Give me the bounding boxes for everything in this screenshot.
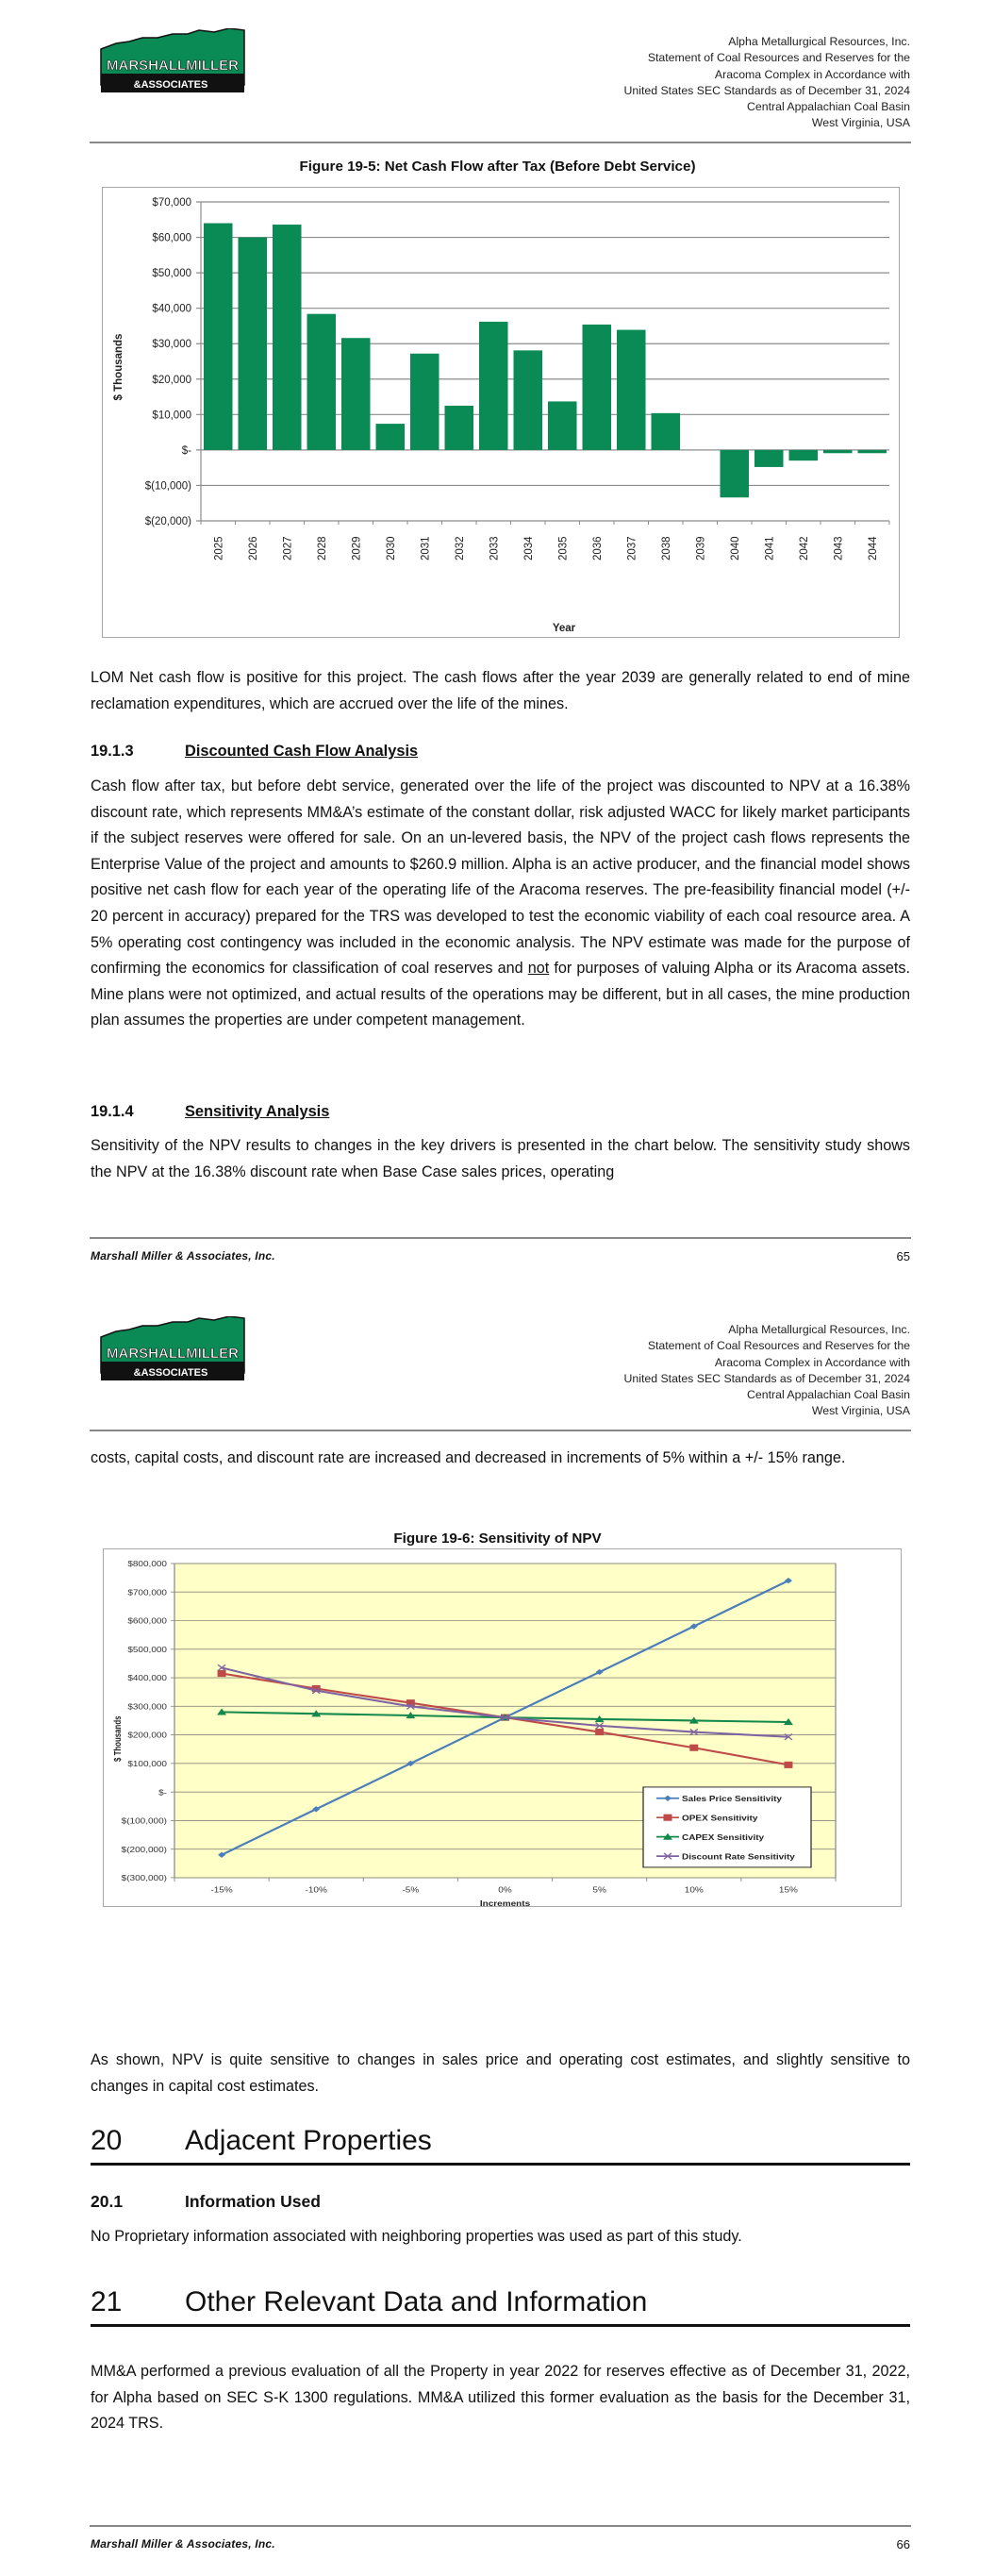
paragraph bbox=[91, 774, 910, 1034]
footer-divider bbox=[90, 1237, 911, 1239]
bar-2025 bbox=[204, 224, 233, 450]
x-tick-label: 2041 bbox=[764, 536, 776, 560]
header-line: United States SEC Standards as of December 31, 2024 bbox=[623, 83, 910, 97]
y-tick-label: $(10,000) bbox=[144, 480, 191, 493]
x-axis-title: Year bbox=[552, 623, 576, 634]
page-66 bbox=[0, 1288, 995, 2576]
header-line: United States SEC Standards as of December 31, 2024 bbox=[623, 1371, 910, 1385]
y-tick-label: $50,000 bbox=[152, 268, 191, 280]
bar-2037 bbox=[617, 330, 646, 450]
logo-text-bottom: &ASSOCIATES bbox=[133, 1367, 208, 1379]
bar-2026 bbox=[239, 238, 268, 450]
y-tick-label: $600,000 bbox=[127, 1616, 167, 1626]
paragraph: No Proprietary information associated with neighboring properties was used as part of this study. bbox=[91, 2228, 742, 2245]
text-run: Cash flow after tax, but before debt service, generated over the life of the project was discounted to NPV at a 16.38% discount rate, which represents MM&A’s estimate of the constant dollar, risk adjusted WACC for likely market participants if the subject reserves were offered for sale. On an un-levered basis, the NPV of the project cash flows represents the Enterprise Value of the project and amounts to $260.9 million. Alpha is an active producer, and the financial model shows positive net cash flow for each year of the operating life of the Aracoma reserves. The pre-feasibility financial model (+/- 20 percent in accuracy) prepared for the TRS was developed to test the economic viability of each coal resource area. A 5% operating cost contingency was included in the economic analysis. The NPV estimate was made for the purpose of confirming the economics for classification of coal reserves and bbox=[91, 778, 910, 978]
logo-text-bottom: &ASSOCIATES bbox=[133, 79, 208, 91]
square-marker bbox=[664, 1815, 672, 1821]
company-logo bbox=[97, 1316, 248, 1384]
bar-2036 bbox=[583, 325, 612, 450]
x-tick-label: 2026 bbox=[247, 536, 259, 560]
header-line: West Virginia, USA bbox=[811, 116, 910, 130]
section-number: 20 bbox=[91, 2125, 123, 2156]
x-tick-label: 2044 bbox=[867, 536, 879, 560]
bar-chart-svg bbox=[103, 188, 901, 639]
footer-company: Marshall Miller & Associates, Inc. bbox=[91, 1249, 275, 1263]
y-tick-label: $(20,000) bbox=[144, 516, 191, 527]
x-tick-label: -15% bbox=[210, 1885, 233, 1895]
paragraph: LOM Net cash flow is positive for this project. The cash flows after the year 2039 are generally related to end of mine reclamation expenditures, which are accrued over the life of the mines. bbox=[91, 669, 910, 712]
section-heading-19-1-3 bbox=[91, 743, 418, 761]
x-tick-label: 2035 bbox=[557, 536, 570, 560]
section-title: Discounted Cash Flow Analysis bbox=[185, 743, 419, 760]
net-cash-flow-chart bbox=[102, 187, 900, 638]
section-title: Adjacent Properties bbox=[185, 2125, 432, 2156]
header-line: Central Appalachian Coal Basin bbox=[747, 100, 910, 114]
header-line: Aracoma Complex in Accordance with bbox=[714, 67, 910, 81]
x-tick-label: 2025 bbox=[213, 536, 225, 560]
x-tick-label: 2029 bbox=[351, 536, 363, 560]
header-line: Aracoma Complex in Accordance with bbox=[714, 1355, 910, 1369]
legend-label: Discount Rate Sensitivity bbox=[682, 1852, 795, 1862]
bar-2038 bbox=[652, 413, 681, 450]
bar-2035 bbox=[548, 401, 577, 449]
x-tick-label: 5% bbox=[592, 1885, 606, 1895]
y-tick-label: $30,000 bbox=[152, 339, 191, 351]
square-marker bbox=[784, 1762, 792, 1768]
figure-title: Figure 19-5: Net Cash Flow after Tax (Before Debt Service) bbox=[299, 159, 696, 175]
legend-label: CAPEX Sensitivity bbox=[682, 1832, 765, 1842]
section-heading-20 bbox=[91, 2125, 910, 2166]
x-tick-label: -5% bbox=[402, 1885, 420, 1895]
header-line: West Virginia, USA bbox=[811, 1404, 910, 1418]
text-run-underlined: not bbox=[527, 960, 550, 978]
company-logo bbox=[97, 28, 248, 96]
bar-2040 bbox=[721, 450, 750, 497]
y-tick-label: $700,000 bbox=[127, 1588, 167, 1597]
y-tick-label: $70,000 bbox=[152, 197, 191, 209]
bar-2041 bbox=[755, 450, 784, 467]
x-tick-label: 2039 bbox=[695, 536, 707, 560]
header-line: Statement of Coal Resources and Reserves for the bbox=[647, 1339, 910, 1353]
bar-2043 bbox=[823, 450, 853, 453]
section-number: 21 bbox=[91, 2286, 123, 2317]
y-tick-label: $300,000 bbox=[127, 1702, 167, 1712]
section-number: 19.1.4 bbox=[91, 1103, 134, 1120]
bar-2028 bbox=[307, 314, 337, 450]
y-tick-label: $100,000 bbox=[127, 1760, 167, 1768]
logo-text-top: MARSHALLMILLER bbox=[107, 1346, 239, 1362]
bar-2034 bbox=[514, 350, 543, 450]
square-marker bbox=[595, 1729, 604, 1735]
paragraph: Sensitivity of the NPV results to changes in the key drivers is presented in the chart below. The sensitivity study shows the NPV at the 16.38% discount rate when Base Case sales prices, operating bbox=[91, 1137, 910, 1180]
section-number: 20.1 bbox=[91, 2192, 124, 2211]
section-number: 19.1.3 bbox=[91, 743, 134, 760]
header-line: Alpha Metallurgical Resources, Inc. bbox=[728, 35, 910, 48]
x-tick-label: 15% bbox=[778, 1885, 798, 1895]
y-tick-label: $40,000 bbox=[152, 303, 191, 315]
y-tick-label: $60,000 bbox=[152, 232, 191, 244]
y-tick-label: $(200,000) bbox=[121, 1845, 167, 1854]
x-tick-label: 2040 bbox=[729, 536, 741, 560]
npv-sensitivity-chart bbox=[103, 1548, 902, 1907]
y-axis-title: $ Thousands bbox=[113, 333, 124, 401]
bar-2027 bbox=[273, 225, 302, 450]
y-tick-label: $20,000 bbox=[152, 374, 191, 386]
x-tick-label: 2036 bbox=[591, 536, 604, 560]
x-tick-label: 2031 bbox=[420, 536, 432, 560]
x-tick-label: -10% bbox=[305, 1885, 327, 1895]
y-tick-label: $200,000 bbox=[127, 1731, 167, 1740]
x-axis-title: Increments bbox=[479, 1899, 531, 1908]
section-heading-20-1 bbox=[91, 2192, 321, 2212]
page-number: 65 bbox=[896, 1249, 910, 1263]
x-tick-label: 2033 bbox=[489, 536, 501, 560]
paragraph: costs, capital costs, and discount rate are increased and decreased in increments of 5% within a +/- 15% range. bbox=[91, 1449, 846, 1466]
square-marker bbox=[689, 1745, 698, 1751]
footer-company: Marshall Miller & Associates, Inc. bbox=[91, 2537, 275, 2551]
y-tick-label: $500,000 bbox=[127, 1645, 167, 1654]
bar-2029 bbox=[341, 338, 371, 450]
x-tick-label: 2043 bbox=[833, 536, 845, 560]
y-tick-label: $- bbox=[158, 1788, 167, 1798]
y-tick-label: $400,000 bbox=[127, 1674, 167, 1682]
x-tick-label: 0% bbox=[498, 1885, 512, 1895]
y-tick-label: $(100,000) bbox=[121, 1816, 167, 1826]
bar-2030 bbox=[376, 424, 406, 450]
section-title: Other Relevant Data and Information bbox=[185, 2286, 648, 2317]
y-tick-label: $(300,000) bbox=[121, 1874, 167, 1882]
text-run: for purposes of valuing Alpha or its Aracoma assets. Mine plans were not optimized, and actual results of the operations may be different, but in all cases, the mine production plan assumes the properties are under competent management. bbox=[91, 960, 910, 1029]
bar-2031 bbox=[410, 354, 439, 450]
y-tick-label: $800,000 bbox=[127, 1560, 167, 1568]
section-title: Sensitivity Analysis bbox=[185, 1103, 330, 1120]
x-tick-label: 10% bbox=[684, 1885, 704, 1895]
header-divider bbox=[90, 1430, 911, 1431]
bar-2044 bbox=[858, 450, 887, 453]
logo-text-top: MARSHALLMILLER bbox=[107, 58, 239, 74]
y-axis-title: $ Thousands bbox=[112, 1715, 124, 1762]
paragraph: As shown, NPV is quite sensitive to changes in sales price and operating cost estimates, and slightly sensitive to changes in capital cost estimates. bbox=[91, 2051, 910, 2095]
page-number: 66 bbox=[896, 2537, 910, 2551]
legend-label: Sales Price Sensitivity bbox=[682, 1794, 782, 1803]
x-tick-label: 2030 bbox=[385, 536, 397, 560]
y-tick-label: $10,000 bbox=[152, 410, 191, 422]
x-tick-label: 2034 bbox=[522, 536, 535, 560]
x-tick-label: 2028 bbox=[316, 536, 328, 560]
bar-2042 bbox=[789, 450, 819, 460]
legend-label: OPEX Sensitivity bbox=[682, 1814, 758, 1823]
header-divider bbox=[90, 142, 911, 143]
x-tick-label: 2038 bbox=[660, 536, 672, 560]
x-tick-label: 2032 bbox=[454, 536, 466, 560]
document-header bbox=[624, 1322, 911, 1420]
footer-divider bbox=[90, 2525, 911, 2527]
header-line: Central Appalachian Coal Basin bbox=[747, 1388, 910, 1402]
x-tick-label: 2037 bbox=[626, 536, 638, 560]
section-heading-21 bbox=[91, 2286, 910, 2327]
bar-2033 bbox=[479, 322, 508, 450]
paragraph: MM&A performed a previous evaluation of all the Property in year 2022 for reserves effective as of December 31, 2022, for Alpha based on SEC S-K 1300 regulations. MM&A utilized this former evaluation as the basis for the December 31, 2024 TRS. bbox=[91, 2363, 910, 2433]
line-chart-svg bbox=[104, 1549, 903, 1908]
x-tick-label: 2027 bbox=[282, 536, 294, 560]
header-line: Statement of Coal Resources and Reserves for the bbox=[647, 51, 910, 65]
section-heading-19-1-4 bbox=[91, 1103, 329, 1121]
header-line: Alpha Metallurgical Resources, Inc. bbox=[728, 1323, 910, 1336]
y-tick-label: $- bbox=[181, 444, 191, 457]
document-header bbox=[624, 34, 911, 132]
x-tick-label: 2042 bbox=[798, 536, 810, 560]
section-title: Information Used bbox=[185, 2192, 321, 2211]
figure-title: Figure 19-6: Sensitivity of NPV bbox=[393, 1531, 602, 1547]
bar-2032 bbox=[445, 406, 474, 450]
square-marker bbox=[218, 1670, 226, 1677]
